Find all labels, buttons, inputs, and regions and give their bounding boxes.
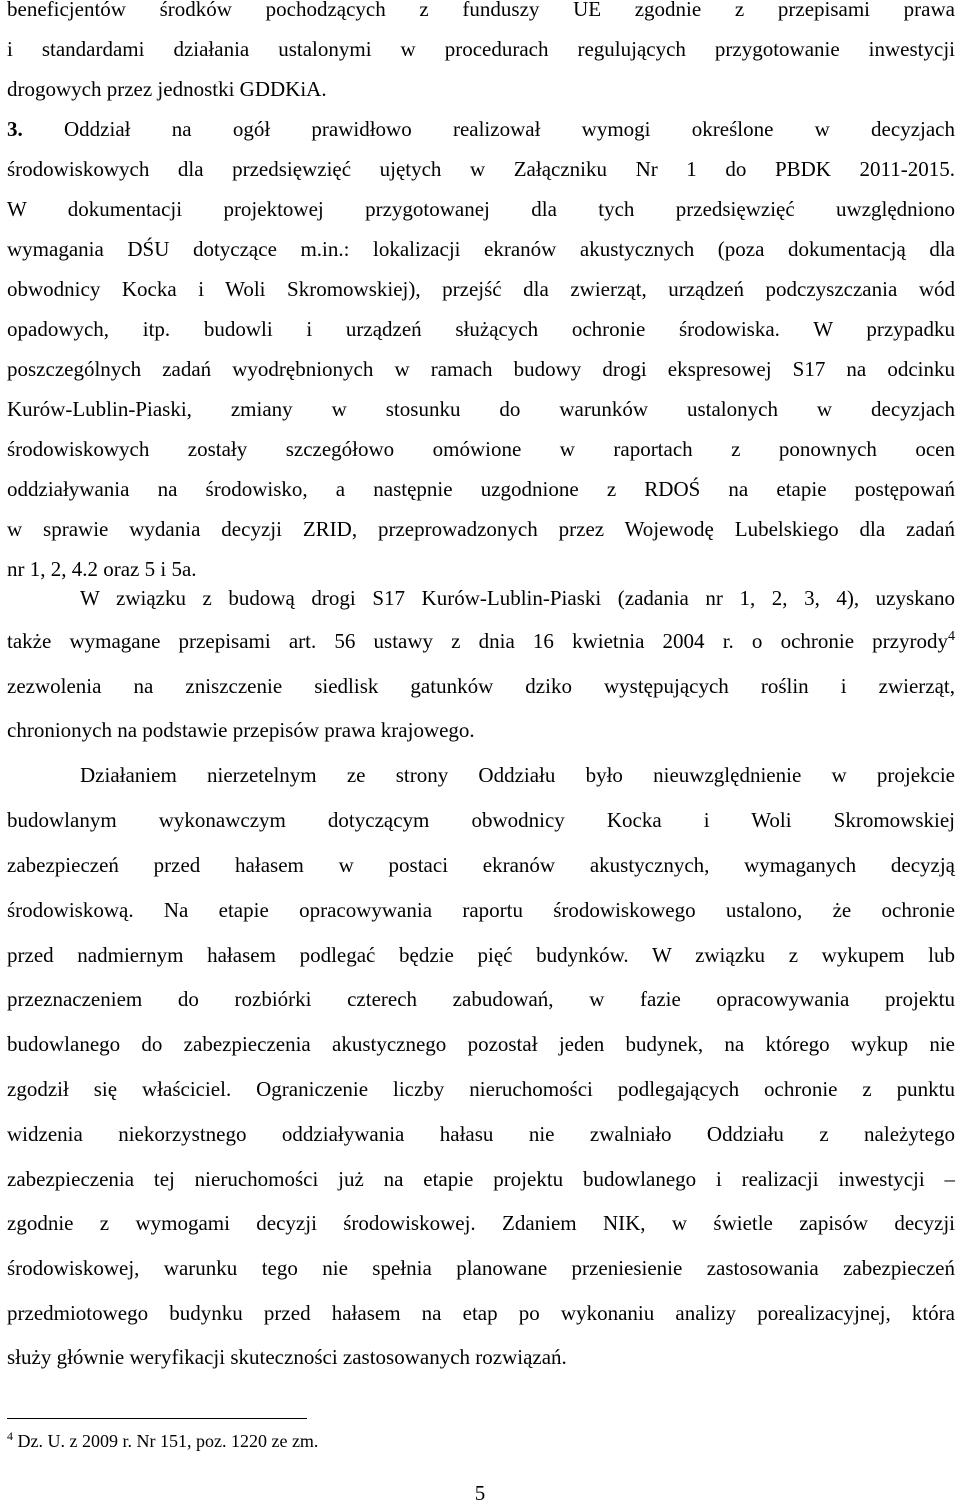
text-line-9: opadowych, itp. budowli i urządzeń służących ochronie środowiska. W przypadku	[7, 317, 955, 341]
text-line-1: beneficjentów środków pochodzących z funduszy UE zgodnie z przepisami prawa	[7, 0, 955, 21]
text-line-22: zabezpieczeń przed hałasem w postaci ekranów akustycznych, wymaganych decyzją	[7, 853, 955, 877]
text-line-6: W dokumentacji projektowej przygotowanej dla tych przedsięwzięć uwzględniono	[7, 197, 955, 221]
footnote	[7, 1428, 318, 1454]
text-line-32: przedmiotowego budynku przed hałasem na etap po wykonaniu analizy porealizacyjnej, która	[7, 1301, 955, 1325]
footnote-reference: 4	[948, 629, 955, 644]
text-line-18: zezwolenia na zniszczenie siedlisk gatunków dziko występujących roślin i zwierząt,	[7, 674, 955, 698]
text-line-14: w sprawie wydania decyzji ZRID, przeprowadzonych przez Wojewodę Lubelskiego dla zadań	[7, 517, 955, 541]
text-line-10: poszczególnych zadań wyodrębnionych w ramach budowy drogi ekspresowej S17 na odcinku	[7, 357, 955, 381]
text-line-27: zgodził się właściciel. Ograniczenie liczby nieruchomości podlegających ochronie z punktu	[7, 1077, 955, 1101]
text-line-30: zgodnie z wymogami decyzji środowiskowej. Zdaniem NIK, w świetle zapisów decyzji	[7, 1211, 955, 1235]
text-line-16: W związku z budową drogi S17 Kurów-Lublin-Piaski (zadania nr 1, 2, 3, 4), uzyskano	[80, 586, 955, 610]
text-line-12: środowiskowych zostały szczegółowo omówione w raportach z ponownych ocen	[7, 437, 955, 461]
text-line-13: oddziaływania na środowisko, a następnie uzgodnione z RDOŚ na etapie postępowań	[7, 477, 955, 501]
text-line-19: chronionych na podstawie przepisów prawa krajowego.	[7, 718, 475, 742]
page-number: 5	[474, 1481, 486, 1505]
text-line-21: budowlanym wykonawczym dotyczącym obwodnicy Kocka i Woli Skromowskiej	[7, 808, 955, 832]
text-line-31: środowiskowej, warunku tego nie spełnia planowane przeniesienie zastosowania zabezpieczeń	[7, 1256, 955, 1280]
text-line-4: 3. Oddział na ogół prawidłowo realizował wymogi określone w decyzjach	[7, 117, 956, 141]
footnote-text: Dz. U. z 2009 r. Nr 151, poz. 1220 ze zm.	[17, 1431, 319, 1451]
text-line-24: przed nadmiernym hałasem podlegać będzie pięć budynków. W związku z wykupem lub	[7, 943, 955, 967]
text-line-15: nr 1, 2, 4.2 oraz 5 i 5a.	[7, 557, 197, 581]
text-line-2: i standardami działania ustalonymi w procedurach regulujących przygotowanie inwestycji	[7, 37, 955, 61]
text-line-23: środowiskową. Na etapie opracowywania raportu środowiskowego ustalono, że ochronie	[7, 898, 955, 922]
footnote-separator	[7, 1418, 307, 1419]
text-line-26: budowlanego do zabezpieczenia akustycznego pozostał jeden budynek, na którego wykup nie	[7, 1032, 955, 1056]
text-line-5: środowiskowych dla przedsięwzięć ujętych w Załączniku Nr 1 do PBDK 2011-2015.	[7, 157, 955, 181]
text-line-7: wymagania DŚU dotyczące m.in.: lokalizacji ekranów akustycznych (poza dokumentacją dla	[7, 237, 955, 261]
text-line-28: widzenia niekorzystnego oddziaływania hałasu nie zwalniało Oddziału z należytego	[7, 1122, 955, 1146]
text-line-20: Działaniem nierzetelnym ze strony Oddziału było nieuwzględnienie w projekcie	[80, 763, 955, 787]
text-line-3: drogowych przez jednostki GDDKiA.	[7, 77, 327, 101]
text-line-33: służy głównie weryfikacji skuteczności zastosowanych rozwiązań.	[7, 1345, 567, 1369]
footnote-number: 4	[7, 1429, 13, 1443]
text-line-8: obwodnicy Kocka i Woli Skromowskiej), przejść dla zwierząt, urządzeń podczyszczania wód	[7, 277, 955, 301]
text-line-17: także wymagane przepisami art. 56 ustawy z dnia 16 kwietnia 2004 r. o ochronie przyrody$^4$	[7, 629, 955, 653]
item-number: 3.	[7, 117, 23, 141]
text-line-25: przeznaczeniem do rozbiórki czterech zabudowań, w fazie opracowywania projektu	[7, 987, 955, 1011]
text-line-29: zabezpieczenia tej nieruchomości już na etapie projektu budowlanego i realizacji inwestycji –	[7, 1167, 955, 1191]
text-line-11: Kurów-Lublin-Piaski, zmiany w stosunku do warunków ustalonych w decyzjach	[7, 397, 955, 421]
